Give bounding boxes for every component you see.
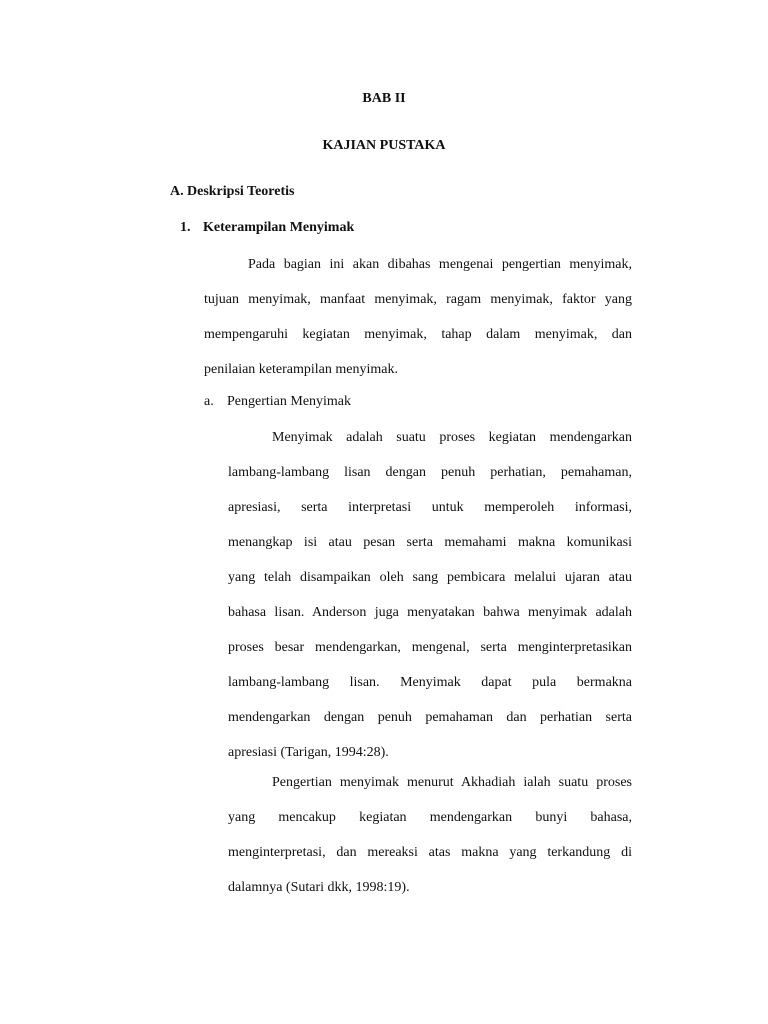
subsection-heading-1 bbox=[180, 220, 354, 236]
paragraph-line: penilaian keterampilan menyimak. bbox=[204, 362, 398, 377]
akhadiah-paragraph bbox=[228, 773, 632, 913]
paragraph-line: apresiasi (Tarigan, 1994:28). bbox=[228, 745, 389, 760]
chapter-title: KAJIAN PUSTAKA bbox=[322, 138, 446, 153]
subsection-title: Pengertian Menyimak bbox=[227, 394, 352, 409]
intro-paragraph bbox=[204, 255, 632, 395]
paragraph-line: dalamnya (Sutari dkk, 1998:19). bbox=[228, 880, 410, 895]
paragraph-line: apresiasi, serta interpretasi untuk memperoleh informasi, bbox=[228, 500, 632, 515]
paragraph-line: Pengertian menyimak menurut Akhadiah ialah suatu proses bbox=[272, 775, 632, 790]
paragraph-line: lambang-lambang lisan dengan penuh perhatian, pemahaman, bbox=[228, 465, 632, 480]
chapter-number: BAB II bbox=[362, 91, 406, 106]
subsection-heading-a bbox=[204, 394, 351, 410]
section-title: Deskripsi Teoretis bbox=[187, 184, 295, 199]
section-heading-a bbox=[170, 184, 294, 200]
paragraph-line: yang mencakup kegiatan mendengarkan bunyi bahasa, bbox=[228, 810, 632, 825]
paragraph-line: menginterpretasi, dan mereaksi atas makna yang terkandung di bbox=[228, 845, 632, 860]
paragraph-line: Pada bagian ini akan dibahas mengenai pengertian menyimak, bbox=[248, 257, 632, 272]
subsection-title: Keterampilan Menyimak bbox=[203, 220, 355, 235]
subsection-marker: a. bbox=[204, 394, 214, 409]
paragraph-line: tujuan menyimak, manfaat menyimak, ragam menyimak, faktor yang bbox=[204, 292, 632, 307]
paragraph-line: mendengarkan dengan penuh pemahaman dan perhatian serta bbox=[228, 710, 632, 725]
subsection-marker: 1. bbox=[180, 220, 191, 235]
paragraph-line: menangkap isi atau pesan serta memahami makna komunikasi bbox=[228, 535, 632, 550]
paragraph-line: proses besar mendengarkan, mengenal, serta menginterpretasikan bbox=[228, 640, 632, 655]
definition-paragraph bbox=[228, 428, 632, 778]
paragraph-line: lambang-lambang lisan. Menyimak dapat pula bermakna bbox=[228, 675, 632, 690]
paragraph-line: bahasa lisan. Anderson juga menyatakan bahwa menyimak adalah bbox=[228, 605, 632, 620]
paragraph-line: Menyimak adalah suatu proses kegiatan mendengarkan bbox=[272, 430, 632, 445]
paragraph-line: yang telah disampaikan oleh sang pembicara melalui ujaran atau bbox=[228, 570, 632, 585]
paragraph-line: mempengaruhi kegiatan menyimak, tahap dalam menyimak, dan bbox=[204, 327, 632, 342]
section-marker: A. bbox=[170, 184, 184, 199]
